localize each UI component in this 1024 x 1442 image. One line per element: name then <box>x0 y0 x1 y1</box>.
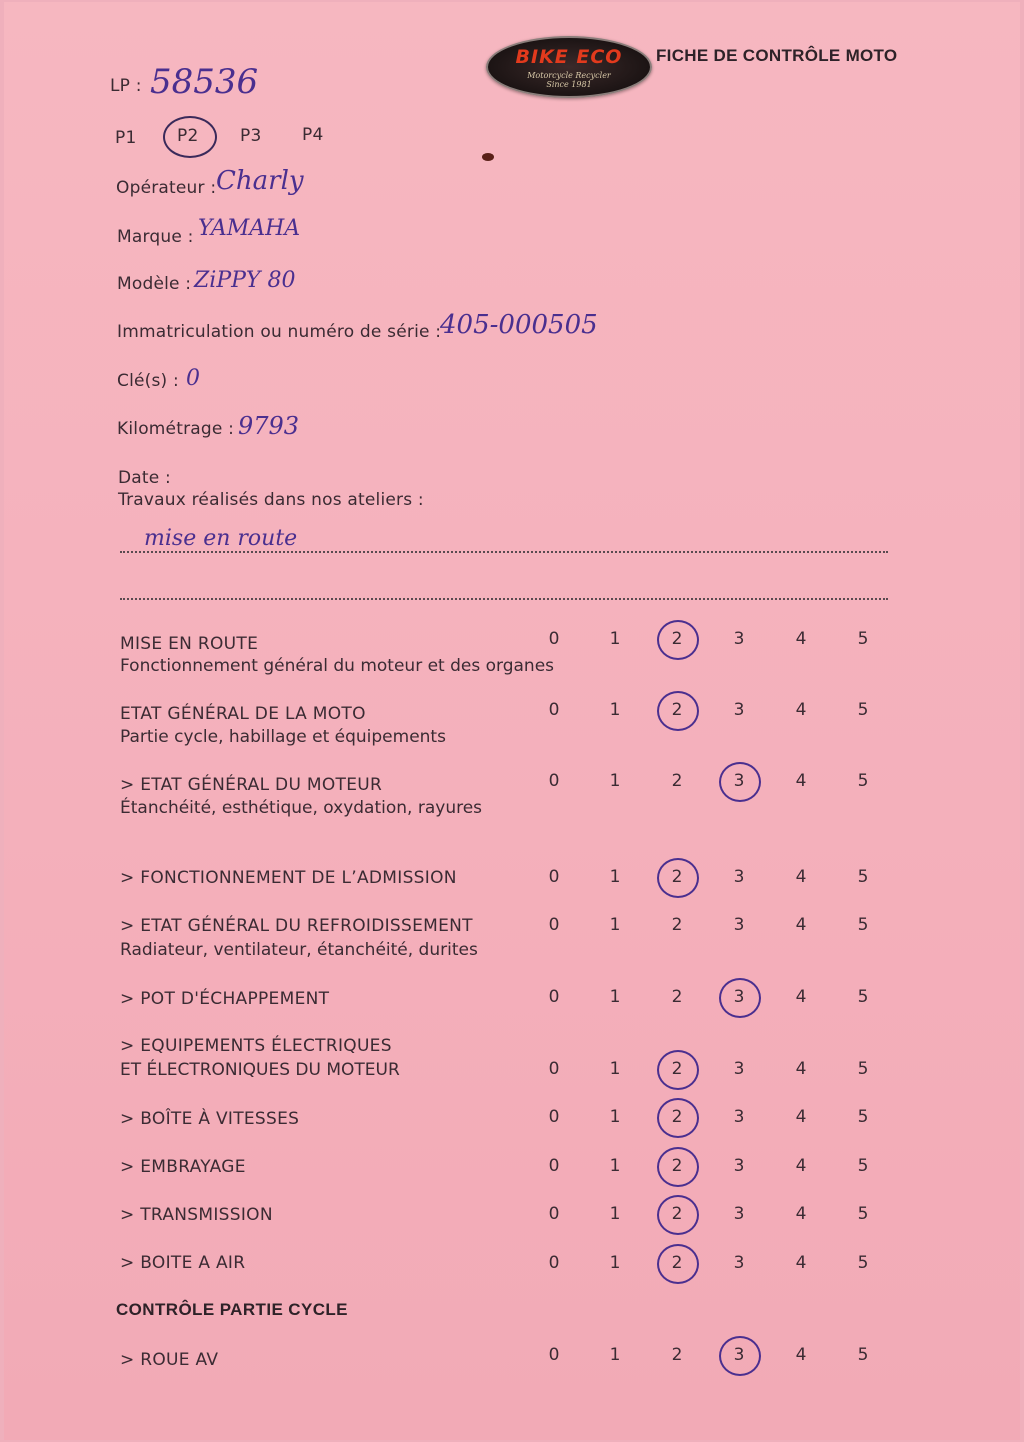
selected-score-circle <box>657 620 699 660</box>
score-option-0[interactable]: 0 <box>548 1107 560 1127</box>
score-option-2[interactable]: 2 <box>671 1345 683 1365</box>
score-option-3[interactable]: 3 <box>733 1253 745 1273</box>
marque-value[interactable]: YAMAHA <box>198 216 301 241</box>
score-option-4[interactable]: 4 <box>795 629 807 649</box>
inspection-sheet <box>4 2 1020 1440</box>
km-value[interactable]: 9793 <box>238 412 300 440</box>
position-p4[interactable]: P4 <box>302 125 324 145</box>
selected-score-circle <box>657 1244 699 1284</box>
score-option-4[interactable]: 4 <box>795 1107 807 1127</box>
score-option-0[interactable]: 0 <box>548 629 560 649</box>
score-option-4[interactable]: 4 <box>795 700 807 720</box>
score-option-4[interactable]: 4 <box>795 1156 807 1176</box>
score-option-0[interactable]: 0 <box>548 1059 560 1079</box>
score-option-5[interactable]: 5 <box>857 1059 869 1079</box>
score-option-2[interactable]: 2 <box>671 1204 683 1224</box>
score-option-5[interactable]: 5 <box>857 771 869 791</box>
score-option-2[interactable]: 2 <box>671 629 683 649</box>
selected-score-circle <box>657 691 699 731</box>
selected-score-circle <box>719 1336 761 1376</box>
score-option-4[interactable]: 4 <box>795 771 807 791</box>
row-1-subtitle: Partie cycle, habillage et équipements <box>120 727 446 747</box>
cles-label: Clé(s) : <box>117 371 179 391</box>
score-option-3[interactable]: 3 <box>733 1107 745 1127</box>
score-option-1[interactable]: 1 <box>609 1059 621 1079</box>
lp-label: LP : <box>110 76 142 96</box>
score-option-3[interactable]: 3 <box>733 915 745 935</box>
sheet-title: FICHE DE CONTRÔLE MOTO <box>656 46 898 65</box>
row-7-title: > BOÎTE À VITESSES <box>120 1109 300 1129</box>
score-option-1[interactable]: 1 <box>609 1345 621 1365</box>
score-option-5[interactable]: 5 <box>857 1204 869 1224</box>
row-1-title: ETAT GÉNÉRAL DE LA MOTO <box>120 704 366 724</box>
score-option-2[interactable]: 2 <box>671 915 683 935</box>
travaux-line-1 <box>120 551 888 553</box>
selected-score-circle <box>657 1195 699 1235</box>
score-option-0[interactable]: 0 <box>548 1345 560 1365</box>
cycle-title: > ROUE AV <box>120 1350 219 1370</box>
score-option-1[interactable]: 1 <box>609 1156 621 1176</box>
score-option-4[interactable]: 4 <box>795 915 807 935</box>
score-option-1[interactable]: 1 <box>609 915 621 935</box>
score-option-0[interactable]: 0 <box>548 1253 560 1273</box>
score-option-4[interactable]: 4 <box>795 867 807 887</box>
score-option-3[interactable]: 3 <box>733 987 745 1007</box>
score-option-3[interactable]: 3 <box>733 1059 745 1079</box>
score-option-5[interactable]: 5 <box>857 1345 869 1365</box>
score-option-5[interactable]: 5 <box>857 867 869 887</box>
score-option-3[interactable]: 3 <box>733 700 745 720</box>
score-option-5[interactable]: 5 <box>857 1253 869 1273</box>
score-option-3[interactable]: 3 <box>733 629 745 649</box>
score-option-2[interactable]: 2 <box>671 700 683 720</box>
logo-text: BIKE ECO <box>515 46 623 68</box>
operateur-label: Opérateur : <box>116 178 217 198</box>
selected-score-circle <box>657 1098 699 1138</box>
row-10-title: > BOITE A AIR <box>120 1253 246 1273</box>
position-p3[interactable]: P3 <box>240 126 262 146</box>
selected-score-circle <box>657 858 699 898</box>
selected-score-circle <box>719 978 761 1018</box>
score-option-3[interactable]: 3 <box>733 1204 745 1224</box>
modele-label: Modèle : <box>117 274 192 294</box>
immat-label: Immatriculation ou numéro de série : <box>117 322 442 342</box>
score-option-1[interactable]: 1 <box>609 987 621 1007</box>
score-option-3[interactable]: 3 <box>733 771 745 791</box>
position-p2[interactable]: P2 <box>177 126 199 146</box>
score-option-4[interactable]: 4 <box>795 1059 807 1079</box>
score-option-5[interactable]: 5 <box>857 987 869 1007</box>
row-9-title: > TRANSMISSION <box>120 1205 273 1225</box>
score-option-2[interactable]: 2 <box>671 867 683 887</box>
score-option-0[interactable]: 0 <box>548 987 560 1007</box>
date-label: Date : <box>118 468 171 488</box>
travaux-label: Travaux réalisés dans nos ateliers : <box>118 490 424 510</box>
row-8-title: > EMBRAYAGE <box>120 1157 246 1177</box>
row-5-title: > POT D'ÉCHAPPEMENT <box>120 989 330 1009</box>
row-4-subtitle: Radiateur, ventilateur, étanchéité, durites <box>120 940 478 960</box>
travaux-line-2 <box>120 598 888 600</box>
score-option-0[interactable]: 0 <box>548 915 560 935</box>
row-2-subtitle: Étanchéité, esthétique, oxydation, rayures <box>120 798 483 818</box>
score-option-4[interactable]: 4 <box>795 1204 807 1224</box>
score-option-4[interactable]: 4 <box>795 987 807 1007</box>
section-partie-cycle: CONTRÔLE PARTIE CYCLE <box>116 1300 348 1319</box>
score-option-5[interactable]: 5 <box>857 1107 869 1127</box>
score-option-2[interactable]: 2 <box>671 1156 683 1176</box>
score-option-1[interactable]: 1 <box>609 1204 621 1224</box>
selected-score-circle <box>657 1147 699 1187</box>
score-option-1[interactable]: 1 <box>609 1107 621 1127</box>
row-6-subtitle: ET ÉLECTRONIQUES DU MOTEUR <box>120 1060 400 1080</box>
row-2-title: > ETAT GÉNÉRAL DU MOTEUR <box>120 775 383 795</box>
marque-label: Marque : <box>117 227 194 247</box>
score-option-5[interactable]: 5 <box>857 700 869 720</box>
selected-score-circle <box>719 762 761 802</box>
row-0-title: MISE EN ROUTE <box>120 634 259 654</box>
score-option-2[interactable]: 2 <box>671 1059 683 1079</box>
km-label: Kilométrage : <box>117 419 235 439</box>
score-option-5[interactable]: 5 <box>857 915 869 935</box>
score-option-3[interactable]: 3 <box>733 1345 745 1365</box>
score-option-3[interactable]: 3 <box>733 867 745 887</box>
position-selected-circle <box>163 116 217 158</box>
score-option-0[interactable]: 0 <box>548 700 560 720</box>
row-6-title: > EQUIPEMENTS ÉLECTRIQUES <box>120 1036 392 1056</box>
score-option-0[interactable]: 0 <box>548 867 560 887</box>
score-option-1[interactable]: 1 <box>609 700 621 720</box>
score-option-0[interactable]: 0 <box>548 1204 560 1224</box>
lp-value[interactable]: 58536 <box>150 62 259 102</box>
score-option-2[interactable]: 2 <box>671 1253 683 1273</box>
modele-value[interactable]: ZiPPY 80 <box>194 268 296 293</box>
row-0-subtitle: Fonctionnement général du moteur et des organes <box>120 656 555 676</box>
score-option-2[interactable]: 2 <box>671 771 683 791</box>
logo-tagline: Motorcycle Recycler Since 1981 <box>527 71 611 89</box>
score-option-1[interactable]: 1 <box>609 629 621 649</box>
immat-value[interactable]: 405-000505 <box>440 310 598 340</box>
score-option-5[interactable]: 5 <box>857 629 869 649</box>
operateur-value[interactable]: Charly <box>216 166 304 196</box>
score-option-5[interactable]: 5 <box>857 1156 869 1176</box>
selected-score-circle <box>657 1050 699 1090</box>
cles-value[interactable]: 0 <box>186 366 200 391</box>
bike-eco-logo <box>486 36 652 98</box>
position-p1[interactable]: P1 <box>115 128 137 148</box>
score-option-1[interactable]: 1 <box>609 1253 621 1273</box>
travaux-value[interactable]: mise en route <box>144 526 298 551</box>
ink-stain <box>482 153 494 161</box>
score-option-4[interactable]: 4 <box>795 1345 807 1365</box>
row-3-title: > FONCTIONNEMENT DE L’ADMISSION <box>120 868 457 888</box>
score-option-0[interactable]: 0 <box>548 771 560 791</box>
score-option-1[interactable]: 1 <box>609 771 621 791</box>
score-option-0[interactable]: 0 <box>548 1156 560 1176</box>
score-option-4[interactable]: 4 <box>795 1253 807 1273</box>
score-option-2[interactable]: 2 <box>671 1107 683 1127</box>
score-option-3[interactable]: 3 <box>733 1156 745 1176</box>
score-option-1[interactable]: 1 <box>609 867 621 887</box>
row-4-title: > ETAT GÉNÉRAL DU REFROIDISSEMENT <box>120 916 473 936</box>
score-option-2[interactable]: 2 <box>671 987 683 1007</box>
